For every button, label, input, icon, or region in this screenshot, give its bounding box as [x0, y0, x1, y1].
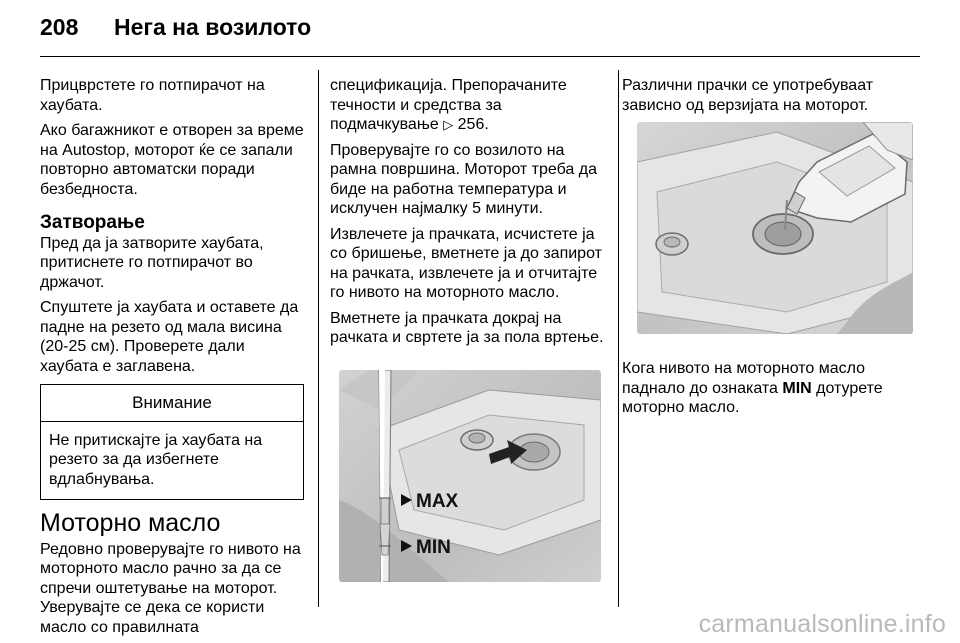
page-number: 208: [40, 14, 79, 40]
engine-oil-heading: Моторно масло: [40, 509, 221, 537]
paragraph: [622, 359, 912, 418]
page-ref-number: 256.: [457, 116, 489, 133]
column-divider-left: [318, 70, 319, 607]
page-ref-icon: ▷: [443, 117, 454, 132]
paragraph: Пред да ја затворите хаубата, притиснете го потпирачот во држачот.: [40, 234, 264, 291]
paragraph-text: спецификација. Препорачаните течности и средства за подмачкување: [330, 77, 567, 133]
max-label: MAX: [416, 491, 459, 512]
paragraph-text: дотурете моторно масло.: [622, 379, 883, 416]
paragraph: Вметнете ја прачката докрај на рачката и свртете ја за пола вртење.: [330, 309, 604, 346]
paragraph: Проверувајте го со возилото на рамна површина. Моторот треба да биде на работна температура и исклучен најмалку 5 минути.: [330, 141, 597, 217]
paragraph: [330, 76, 604, 135]
caution-title: Внимание: [41, 385, 303, 422]
header-divider: [40, 56, 920, 57]
column-2: [330, 76, 604, 354]
caution-text: Не притискајте ја хаубата на резето за да избегнете вдлабнувања.: [49, 431, 263, 488]
dipstick-illustration: [339, 370, 601, 582]
dipstick-icon: [379, 370, 391, 582]
paragraph: Ако багажникот е отворен за време на Autostop, моторот ќе се запали повторно автоматски поради безбедноста.: [40, 122, 304, 198]
column-1: [40, 76, 304, 643]
min-label: MIN: [416, 537, 451, 558]
paragraph: Извлечете ја прачката, исчистете ја со бришење, вметнете ја до запирот на рачката, извлечете ја и отчитајте го нивото на моторното масло.: [330, 225, 602, 301]
paragraph: Редовно проверувајте го нивото на моторното масло рачно за да се спречи оштетување на моторот. Уверувајте се дека се користи масло со правилната: [40, 540, 301, 636]
paragraph: Различни прачки се употребуваат зависно од верзијата на моторот.: [622, 77, 874, 114]
dipstick-drawing: [339, 370, 601, 582]
paragraph: Спуштете ја хаубата и оставете да падне на резето од мала висина (20-25 см). Проверете дали хаубата е заглавена.: [40, 299, 299, 375]
watermark: carmanualsonline.info: [698, 610, 946, 638]
column-divider-right: [618, 70, 619, 607]
min-mark: MIN: [782, 379, 812, 397]
page-header: [40, 14, 311, 50]
closing-heading: Затворање: [40, 212, 145, 233]
page-title: Нега на возилото: [114, 14, 312, 40]
oil-fill-illustration: [637, 122, 913, 334]
caution-box: [40, 384, 304, 500]
oil-fill-drawing: [637, 122, 913, 334]
paragraph: Прицврстете го потпирачот на хаубата.: [40, 77, 265, 114]
paragraph-text: Кога нивото на моторното масло паднало до ознаката: [622, 360, 866, 397]
